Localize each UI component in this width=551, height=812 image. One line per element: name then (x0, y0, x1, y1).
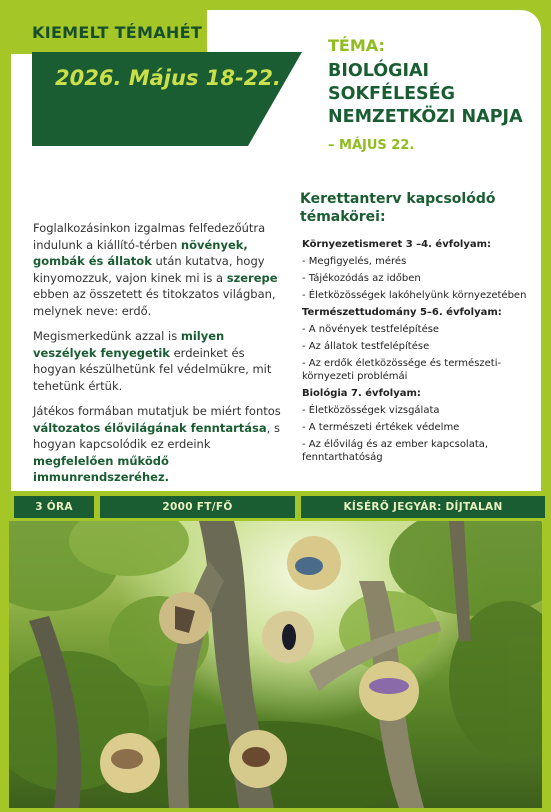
ticket-cell: KÍSÉRŐ JEGYÁR: DÍJTALAN (301, 496, 545, 518)
curriculum-title: Kerettanterv kapcsolódó témakörei: (300, 191, 496, 225)
grade-heading: Környezetismeret 3 –4. évfolyam: (302, 239, 492, 250)
grade-items (302, 404, 542, 464)
list-item: - Életközösségek lakóhelyünk környezetében (302, 290, 527, 301)
tema-title-line: BIOLÓGIAI (328, 61, 430, 81)
list-item: - Az állatok testfelépítése (302, 341, 430, 352)
list-item: - Tájékozódás az időben (302, 273, 421, 284)
list-item: - A természeti értékek védelme (302, 422, 460, 433)
highlight-text: megfelelően működő immunrendszeréhez. (33, 453, 170, 484)
tema-title-line: SOKFÉLESÉG (328, 84, 455, 104)
highlight-text: változatos élővilágának fenntartása (33, 420, 267, 435)
grade-heading: Természettudomány 5–6. évfolyam: (302, 307, 502, 318)
list-item: - Megfigyelés, mérés (302, 256, 407, 267)
price-cell: 2000 FT/FŐ (100, 496, 295, 518)
curriculum-list (302, 238, 542, 468)
tema-label: TÉMA: (328, 36, 385, 55)
body-text: , s hogyan kapcsolódik ez erdeink (33, 420, 280, 451)
grade-items (302, 323, 542, 383)
body-text: Megismerkedünk azzal is (33, 329, 181, 343)
list-item: - A növények testfelépítése (302, 324, 440, 335)
forest-photo (9, 521, 542, 808)
body-text: Játékos formában mutatjuk be miért fontos (33, 404, 281, 418)
grade-items (302, 255, 542, 302)
weasel-icon (242, 747, 270, 767)
highlight-text: szerepe (226, 270, 278, 285)
duration-cell: 3 ÓRA (14, 496, 94, 518)
tema-title-line: NEMZETKÖZI NAPJA (328, 107, 523, 127)
frog-icon (111, 749, 143, 769)
body-text: ebben az összetett és titokzatos világban, melynek neve: erdő. (33, 287, 276, 318)
body-text: Foglalkozásinkon izgalmas felfedezőútra indulunk a kiállító-térben (33, 221, 266, 252)
tema-date: – MÁJUS 22. (328, 138, 415, 153)
list-item: - Az élővilág és az ember kapcsolata, fenntarthatóság (302, 439, 489, 463)
body-text: után kutatva, hogy kinyomozzuk, vajon kinek mi is a (33, 254, 265, 285)
list-item: - Életközösségek vizsgálata (302, 405, 440, 416)
event-date: 2026. Május 18-22. (55, 66, 281, 90)
highlight-text: növények, gombák és állatok (33, 237, 248, 268)
forest-illustration (9, 521, 542, 808)
tema-title (328, 60, 523, 129)
intro-paragraph-2 (33, 328, 283, 394)
grade-heading: Biológia 7. évfolyam: (302, 388, 421, 399)
highlight-text: milyen veszélyek fenyegetik (33, 329, 225, 360)
fungus-icon (369, 678, 409, 694)
nuthatch-icon (295, 557, 323, 575)
intro-paragraph-3 (33, 403, 283, 486)
body-text: erdeinket és hogyan készülhetünk fel védelmükre, mit tehetünk értük. (33, 345, 272, 393)
beetle-icon (282, 624, 296, 650)
kiemelt-label: KIEMELT TÉMAHÉT (32, 23, 203, 42)
list-item: - Az erdők életközössége és természeti-környezeti problémái (302, 358, 502, 382)
intro-text (33, 220, 283, 495)
intro-paragraph-1 (33, 220, 283, 319)
